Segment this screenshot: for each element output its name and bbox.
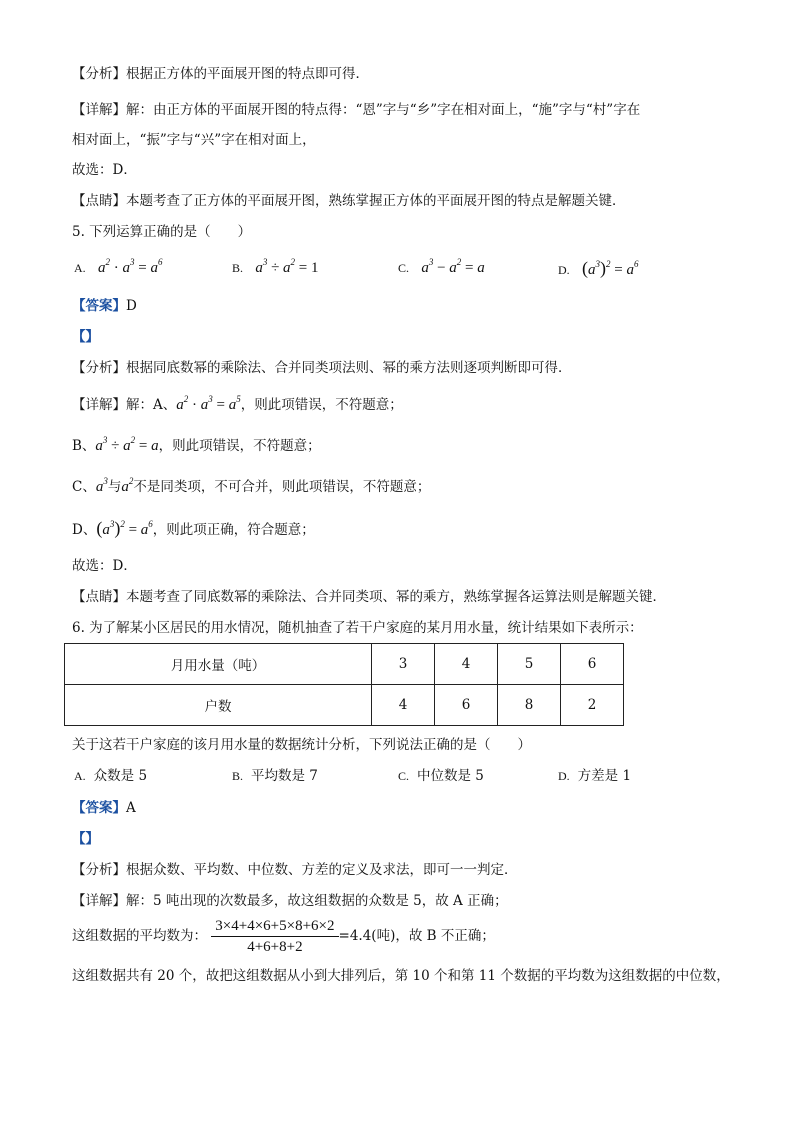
mean-numerator: 3×4+4×6+5×8+6×2 bbox=[211, 917, 338, 937]
table-cell: 4 bbox=[435, 644, 498, 685]
q5-option-c bbox=[398, 258, 485, 278]
q5-option-b bbox=[232, 258, 319, 278]
q6-answer-tag: 【答案】 bbox=[72, 800, 126, 816]
q5-detail-a-expr: $a^2 \cdot a^3 = a^5$ bbox=[176, 394, 241, 413]
q5-detail-a: 【详解】解：A、$a^2 \cdot a^3 = a^5$，则此项错误，不符题意； bbox=[72, 394, 403, 413]
table-cell: 4 bbox=[372, 685, 435, 726]
q5-blank-tag: 【】 bbox=[72, 329, 99, 345]
q5-option-b-label: B. bbox=[232, 261, 244, 275]
q5-choice: 故选：D． bbox=[72, 558, 137, 574]
table-cell: 2 bbox=[561, 685, 624, 726]
q5-option-c-expr: $a^3 - a^2 = a$ bbox=[421, 257, 485, 276]
q4-choice: 故选：D． bbox=[72, 162, 137, 178]
q5-analysis: 【分析】根据同底数幂的乘除法、合并同类项法则、幂的乘方法则逐项判断即可得． bbox=[72, 360, 572, 376]
q5-comment: 【点睛】本题考查了同底数幂的乘除法、合并同类项、幂的乘方，熟练掌握各运算法则是解题关键． bbox=[72, 589, 666, 605]
q5-option-a-label: A. bbox=[74, 261, 86, 275]
q4-analysis: 【分析】根据正方体的平面展开图的特点即可得． bbox=[72, 66, 369, 82]
q5-detail-b: B、$a^3 \div a^2 = a$，则此项错误，不符题意； bbox=[72, 435, 321, 454]
mean-fraction bbox=[211, 917, 338, 956]
mean-denominator: 4+6+8+2 bbox=[247, 939, 303, 955]
q4-detail-line-1: 【详解】解：由正方体的平面展开图的特点得：“恩”字与“乡”字在相对面上，“施”字与“村”字在 bbox=[72, 102, 641, 118]
table-cell: 5 bbox=[498, 644, 561, 685]
water-usage-table bbox=[64, 643, 624, 726]
q6-option-b: B. 平均数是 7 bbox=[232, 768, 318, 784]
q6-option-a: A. 众数是 5 bbox=[74, 768, 148, 784]
q6-answer-value: A bbox=[126, 800, 136, 816]
table-cell: 6 bbox=[561, 644, 624, 685]
q5-option-d-expr: $(a^3)^2 = a^6$ bbox=[581, 258, 639, 278]
q5-detail-d: D、$(a^3)^2 = a^6$，则此项正确，符合题意； bbox=[72, 518, 315, 538]
q5-answer-tag: 【答案】 bbox=[72, 298, 126, 314]
q5-option-b-expr: $a^3 \div a^2 = 1$ bbox=[255, 257, 319, 276]
q5-option-a bbox=[74, 258, 162, 278]
q6-answer bbox=[72, 798, 136, 818]
q5-detail-b-expr: $a^3 \div a^2 = a$ bbox=[95, 435, 159, 454]
q4-comment: 【点睛】本题考查了正方体的平面展开图，熟练掌握正方体的平面展开图的特点是解题关键． bbox=[72, 193, 626, 209]
q6-option-c: C. 中位数是 5 bbox=[398, 768, 484, 784]
table-cell: 6 bbox=[435, 685, 498, 726]
q6-analysis: 【分析】根据众数、平均数、中位数、方差的定义及求法，即可一一判定． bbox=[72, 862, 518, 878]
q6-mean-line: 这组数据的平均数为： $\frac{3\times 4+4\times 6+5\times 8+6\times 2}{4+6+8+2}$ =4.4(吨)，故 B 不正确； bbox=[72, 918, 495, 955]
q5-option-c-label: C. bbox=[398, 261, 410, 275]
table-row bbox=[65, 644, 624, 685]
q5-answer-value: D bbox=[126, 298, 137, 314]
table-row-header: 月用水量（吨） bbox=[65, 644, 372, 685]
q4-detail-line-2: 相对面上，“振”字与“兴”字在相对面上， bbox=[72, 132, 316, 148]
q6-option-d: D. 方差是 1 bbox=[558, 768, 632, 784]
q5-detail-c: C、$a^3$与$a^2$不是同类项，不可合并，则此项错误，不符题意； bbox=[72, 476, 431, 495]
q5-option-d-label: D. bbox=[558, 263, 570, 277]
q6-stem: 6. 为了解某小区居民的用水情况，随机抽查了若干户家庭的某月用水量，统计结果如下表所示： bbox=[72, 620, 643, 636]
q6-question: 关于这若干户家庭的该月用水量的数据统计分析，下列说法正确的是（ ） bbox=[72, 737, 531, 753]
q5-option-d bbox=[558, 258, 638, 280]
table-cell: 8 bbox=[498, 685, 561, 726]
q5-detail-d-expr: $(a^3)^2 = a^6$ bbox=[96, 518, 153, 538]
q5-stem: 5. 下列运算正确的是（ ） bbox=[72, 224, 252, 240]
q5-answer bbox=[72, 296, 137, 316]
q5-option-a-expr: $a^2 \cdot a^3 = a^6$ bbox=[97, 257, 163, 276]
table-row-header: 户数 bbox=[65, 685, 372, 726]
q6-median-line: 这组数据共有 20 个，故把这组数据从小到大排列后，第 10 个和第 11 个数据的平均数为这组数据的中位数， bbox=[72, 968, 730, 984]
q6-detail-line-1: 【详解】解：5 吨出现的次数最多，故这组数据的众数是 5，故 A 正确； bbox=[72, 893, 508, 909]
q6-blank-tag: 【】 bbox=[72, 831, 99, 847]
table-row bbox=[65, 685, 624, 726]
table-cell: 3 bbox=[372, 644, 435, 685]
